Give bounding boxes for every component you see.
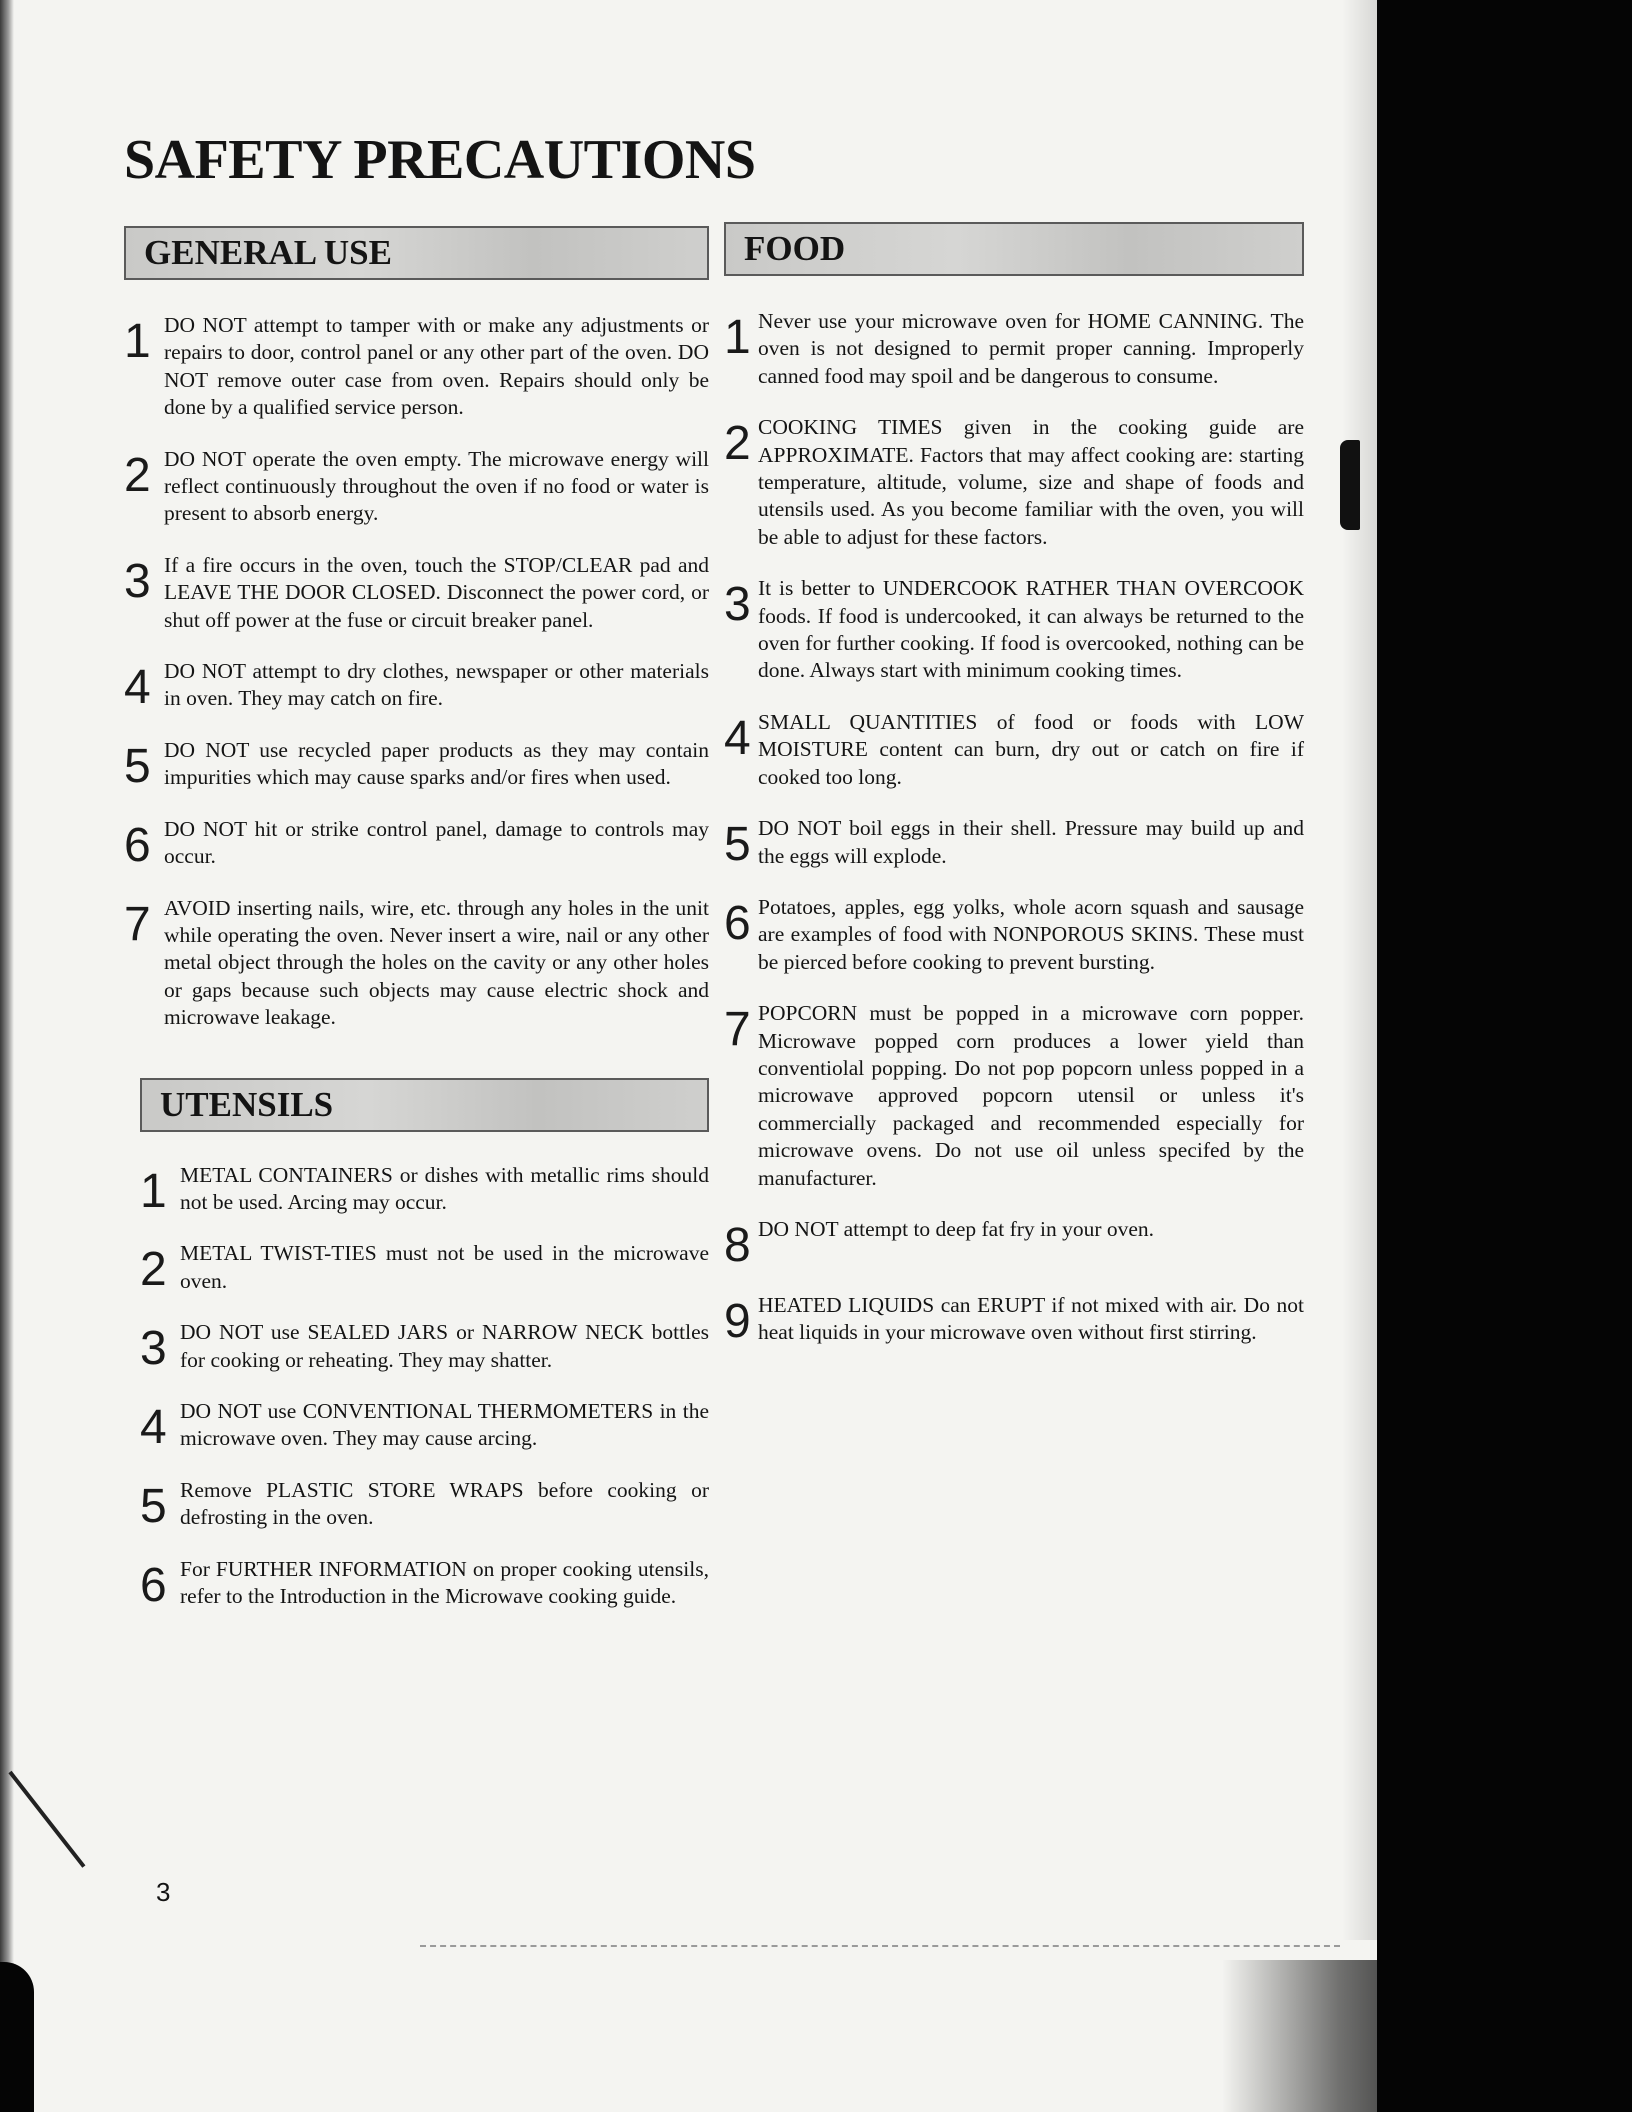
item-text: DO NOT attempt to dry clothes, newspaper or other materials in oven. They may catch on fire. bbox=[164, 659, 709, 711]
item-number: 1 bbox=[140, 1164, 167, 1218]
item-text: DO NOT hit or strike control panel, damage to controls may occur. bbox=[164, 816, 709, 869]
item-number: 3 bbox=[724, 578, 751, 632]
list-item bbox=[724, 1000, 1304, 1192]
item-number: 5 bbox=[124, 739, 151, 793]
item-number: 4 bbox=[724, 711, 751, 765]
list-item bbox=[124, 737, 709, 792]
binding-mark bbox=[1340, 440, 1360, 530]
list-item bbox=[724, 308, 1304, 390]
list-item bbox=[724, 1216, 1304, 1272]
left-column bbox=[124, 226, 709, 1634]
section-heading: GENERAL USE bbox=[144, 233, 392, 272]
item-number: 1 bbox=[724, 311, 751, 364]
item-number: 2 bbox=[140, 1243, 167, 1297]
item-number: 4 bbox=[140, 1400, 167, 1454]
utensils-section bbox=[140, 1078, 709, 1611]
list-item bbox=[140, 1319, 709, 1374]
list-item bbox=[140, 1162, 709, 1217]
scan-mark bbox=[8, 1771, 85, 1868]
item-number: 5 bbox=[724, 818, 751, 872]
scan-edge-left-bottom bbox=[0, 1962, 34, 2112]
item-text: COOKING TIMES given in the cooking guide are APPROXIMATE. Factors that may affect cooking are: starting temperature, altitude, volume, size and shape of foods and utensils used. As you become familiar with the oven, you will be able to adjust for these factors. bbox=[758, 415, 1304, 549]
section-heading: FOOD bbox=[744, 229, 846, 268]
item-number: 2 bbox=[124, 448, 151, 502]
scan-edge-left bbox=[0, 0, 14, 2112]
general-use-section bbox=[124, 226, 709, 1032]
item-number: 6 bbox=[124, 818, 151, 872]
item-number: 6 bbox=[140, 1558, 167, 1612]
item-text: Remove PLASTIC STORE WRAPS before cooking or defrosting in the oven. bbox=[180, 1477, 709, 1530]
item-text: DO NOT operate the oven empty. The microwave energy will reflect continuously throughout the oven if no food or water is present to absorb energy. bbox=[164, 446, 709, 526]
item-number: 2 bbox=[724, 417, 751, 471]
item-number: 7 bbox=[724, 1003, 751, 1057]
item-text: AVOID inserting nails, wire, etc. through any holes in the unit while operating the oven. Never insert a wire, nail or any other metal object through the holes on the cavity or any other holes or gaps because such objects may cause electric shock and microwave leakage. bbox=[164, 895, 709, 1030]
item-number: 6 bbox=[724, 896, 751, 950]
item-number: 9 bbox=[724, 1294, 751, 1348]
list-item bbox=[124, 658, 709, 713]
item-text: POPCORN must be popped in a microwave corn popper. Microwave popped corn produces a lower yield than conventiolal popping. Do not pop popcorn unless popped in a microwave approved popcorn utensil or unless it's commercially packaged and recommended especially for microwave ovens. Do not use oil unless specifed by the manufacturer. bbox=[758, 1001, 1304, 1190]
list-item bbox=[724, 1292, 1304, 1347]
page-number: 3 bbox=[156, 1877, 171, 1907]
list-item bbox=[124, 312, 709, 422]
page-title: SAFETY PRECAUTIONS bbox=[124, 129, 756, 191]
item-text: DO NOT boil eggs in their shell. Pressure may build up and the eggs will explode. bbox=[758, 816, 1304, 868]
item-number: 3 bbox=[140, 1322, 167, 1376]
list-item bbox=[724, 894, 1304, 976]
list-item bbox=[724, 575, 1304, 685]
item-text: SMALL QUANTITIES of food or foods with LOW MOISTURE content can burn, dry out or catch on fire if cooked too long. bbox=[758, 709, 1304, 789]
item-text: DO NOT use CONVENTIONAL THERMOMETERS in the microwave oven. They may cause arcing. bbox=[180, 1398, 709, 1451]
item-text: For FURTHER INFORMATION on proper cooking utensils, refer to the Introduction in the Microwave cooking guide. bbox=[180, 1556, 709, 1608]
list-item bbox=[124, 446, 709, 528]
scan-shadow-bottom bbox=[1222, 1960, 1482, 2112]
item-number: 3 bbox=[124, 554, 151, 608]
right-column bbox=[724, 222, 1304, 1371]
section-header-utensils bbox=[140, 1078, 709, 1132]
list-item bbox=[124, 552, 709, 634]
list-item bbox=[724, 709, 1304, 791]
item-number: 4 bbox=[124, 661, 151, 715]
item-text: DO NOT attempt to deep fat fry in your oven. bbox=[758, 1216, 1155, 1241]
scan-dash-line bbox=[420, 1945, 1340, 1947]
list-item bbox=[724, 414, 1304, 551]
item-text: HEATED LIQUIDS can ERUPT if not mixed with air. Do not heat liquids in your microwave oven without first stirring. bbox=[758, 1292, 1304, 1345]
item-text: Potatoes, apples, egg yolks, whole acorn squash and sausage are examples of food with NONPOROUS SKINS. These must be pierced before cooking to prevent bursting. bbox=[758, 894, 1304, 974]
item-text: Never use your microwave oven for HOME CANNING. The oven is not designed to permit proper canning. Improperly canned food may spoil and be dangerous to consume. bbox=[758, 309, 1304, 388]
item-text: METAL TWIST-TIES must not be used in the microwave oven. bbox=[180, 1241, 709, 1293]
item-number: 5 bbox=[140, 1479, 167, 1533]
scan-edge-right bbox=[1377, 0, 1632, 2112]
item-text: DO NOT use SEALED JARS or NARROW NECK bottles for cooking or reheating. They may shatter. bbox=[180, 1320, 709, 1372]
section-heading: UTENSILS bbox=[160, 1084, 334, 1124]
list-item bbox=[140, 1556, 709, 1611]
section-header-food bbox=[724, 222, 1304, 276]
item-number: 7 bbox=[124, 897, 151, 951]
list-item bbox=[140, 1240, 709, 1295]
list-item bbox=[724, 815, 1304, 870]
item-number: 1 bbox=[124, 315, 151, 368]
list-item bbox=[124, 816, 709, 871]
food-section bbox=[724, 222, 1304, 1347]
list-item bbox=[124, 895, 709, 1032]
list-item bbox=[140, 1477, 709, 1532]
item-text: If a fire occurs in the oven, touch the STOP/CLEAR pad and LEAVE THE DOOR CLOSED. Disconnect the power cord, or shut off power at the fuse or circuit breaker panel. bbox=[164, 552, 709, 632]
list-item bbox=[140, 1398, 709, 1453]
item-text: DO NOT use recycled paper products as they may contain impurities which may cause sparks and/or fires when used. bbox=[164, 737, 709, 790]
item-text: DO NOT attempt to tamper with or make any adjustments or repairs to door, control panel or any other part of the oven. DO NOT remove outer case from oven. Repairs should only be done by a qualified service person. bbox=[164, 313, 709, 420]
section-header-general-use bbox=[124, 226, 709, 280]
item-number: 8 bbox=[724, 1218, 751, 1272]
item-text: It is better to UNDERCOOK RATHER THAN OVERCOOK foods. If food is undercooked, it can always be returned to the oven for further cooking. If food is overcooked, nothing can be done. Always start with minimum cooking times. bbox=[758, 576, 1304, 683]
item-text: METAL CONTAINERS or dishes with metallic rims should not be used. Arcing may occur. bbox=[180, 1162, 709, 1214]
